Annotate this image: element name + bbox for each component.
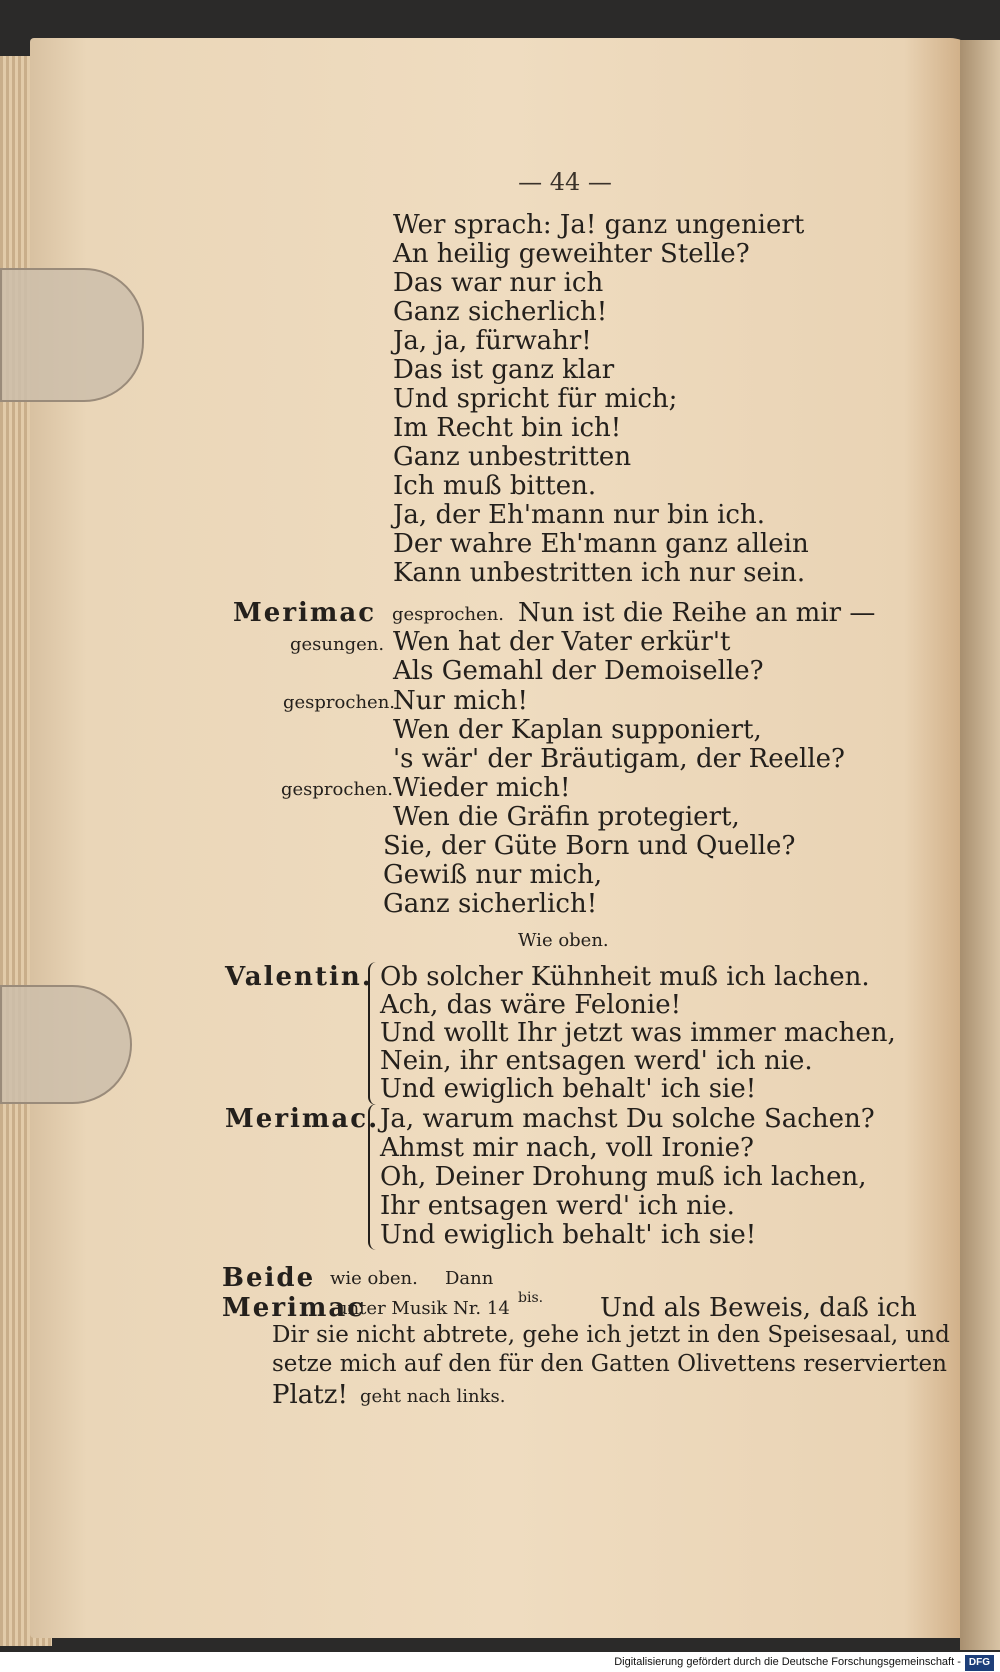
verse-line: Ja, warum machst Du solche Sachen? (380, 1104, 875, 1134)
prose-line: Und als Beweis, daß ich (600, 1293, 917, 1323)
verse-line: Ahmst mir nach, voll Ironie? (380, 1133, 754, 1163)
speaker-merimac: Merimac. (225, 1104, 380, 1134)
stage-direction: Dann (445, 1268, 494, 1289)
verse-line: Wer sprach: Ja! ganz ungeniert (393, 210, 805, 240)
stage-direction-superscript: bis. (518, 1290, 544, 1306)
verse-line: Oh, Deiner Drohung muß ich lachen, (380, 1162, 867, 1192)
brace (368, 1104, 378, 1250)
facing-page-edge (960, 40, 1000, 1650)
footer-text: Digitalisierung gefördert durch die Deutsche Forschungsgemeinschaft - (614, 1656, 961, 1668)
verse-line: Und wollt Ihr jetzt was immer machen, (380, 1018, 896, 1048)
verse-line: Im Recht bin ich! (393, 413, 622, 443)
verse-line: An heilig geweihter Stelle? (393, 239, 750, 269)
stage-direction: gesprochen. (283, 692, 396, 713)
speaker-valentin: Valentin. (225, 962, 373, 992)
sung-line: Ganz sicherlich! (383, 889, 598, 919)
stage-direction: wie oben. (330, 1268, 418, 1289)
prose-line: Platz! (272, 1380, 348, 1410)
stage-direction: geht nach links. (360, 1386, 506, 1407)
stage-direction: gesungen. (290, 634, 385, 655)
verse-line: Ob solcher Kühnheit muß ich lachen. (380, 962, 870, 992)
verse-line: Nein, ihr entsagen werd' ich nie. (380, 1046, 813, 1076)
verse-line: Ganz unbestritten (393, 442, 632, 472)
verse-line: Und ewiglich behalt' ich sie! (380, 1220, 757, 1250)
sung-line: Wen die Gräfin protegiert, (393, 802, 740, 832)
speaker-merimac: Merimac (222, 1293, 366, 1323)
verse-line: Kann unbestritten ich nur sein. (393, 558, 806, 588)
spoken-line: Wieder mich! (393, 773, 571, 803)
brace (368, 962, 378, 1105)
stage-direction: gesprochen. (281, 779, 394, 800)
page-clip-top (0, 268, 144, 402)
digitization-footer (0, 1652, 1000, 1672)
sung-line: Wen hat der Vater erkür't (393, 627, 731, 657)
verse-line: Und ewiglich behalt' ich sie! (380, 1074, 757, 1104)
verse-line: Ja, der Eh'mann nur bin ich. (393, 500, 765, 530)
verse-line: Das war nur ich (393, 268, 604, 298)
dfg-logo: DFG (965, 1655, 994, 1671)
spoken-line: Nun ist die Reihe an mir — (518, 598, 876, 628)
speaker-beide: Beide (222, 1263, 316, 1293)
verse-line: Das ist ganz klar (393, 355, 615, 385)
sung-line: Sie, der Güte Born und Quelle? (383, 831, 796, 861)
sung-line: Gewiß nur mich, (383, 860, 603, 890)
stage-direction: unter Musik Nr. 14 (336, 1298, 510, 1319)
verse-line: Ganz sicherlich! (393, 297, 608, 327)
verse-line: Ich muß bitten. (393, 471, 597, 501)
verse-line: Ja, ja, fürwahr! (393, 326, 592, 356)
verse-line: Der wahre Eh'mann ganz allein (393, 529, 809, 559)
prose-line: Dir sie nicht abtrete, gehe ich jetzt in den Speisesaal, und (272, 1322, 950, 1348)
prose-line: setze mich auf den für den Gatten Olivettens reservierten (272, 1351, 947, 1377)
stage-direction: Wie oben. (518, 930, 609, 951)
verse-line: Ihr entsagen werd' ich nie. (380, 1191, 735, 1221)
spoken-line: Nur mich! (393, 686, 528, 716)
verse-line: Ach, das wäre Felonie! (380, 990, 682, 1020)
page-clip-bottom (0, 985, 132, 1104)
page-number: — 44 — (518, 168, 612, 196)
verse-line: Und spricht für mich; (393, 384, 678, 414)
sung-line: Als Gemahl der Demoiselle? (393, 656, 764, 686)
speaker-merimac: Merimac (233, 598, 377, 628)
stage-direction: gesprochen. (392, 604, 505, 625)
sung-line: Wen der Kaplan supponiert, (393, 715, 762, 745)
sung-line: 's wär' der Bräutigam, der Reelle? (393, 744, 845, 774)
